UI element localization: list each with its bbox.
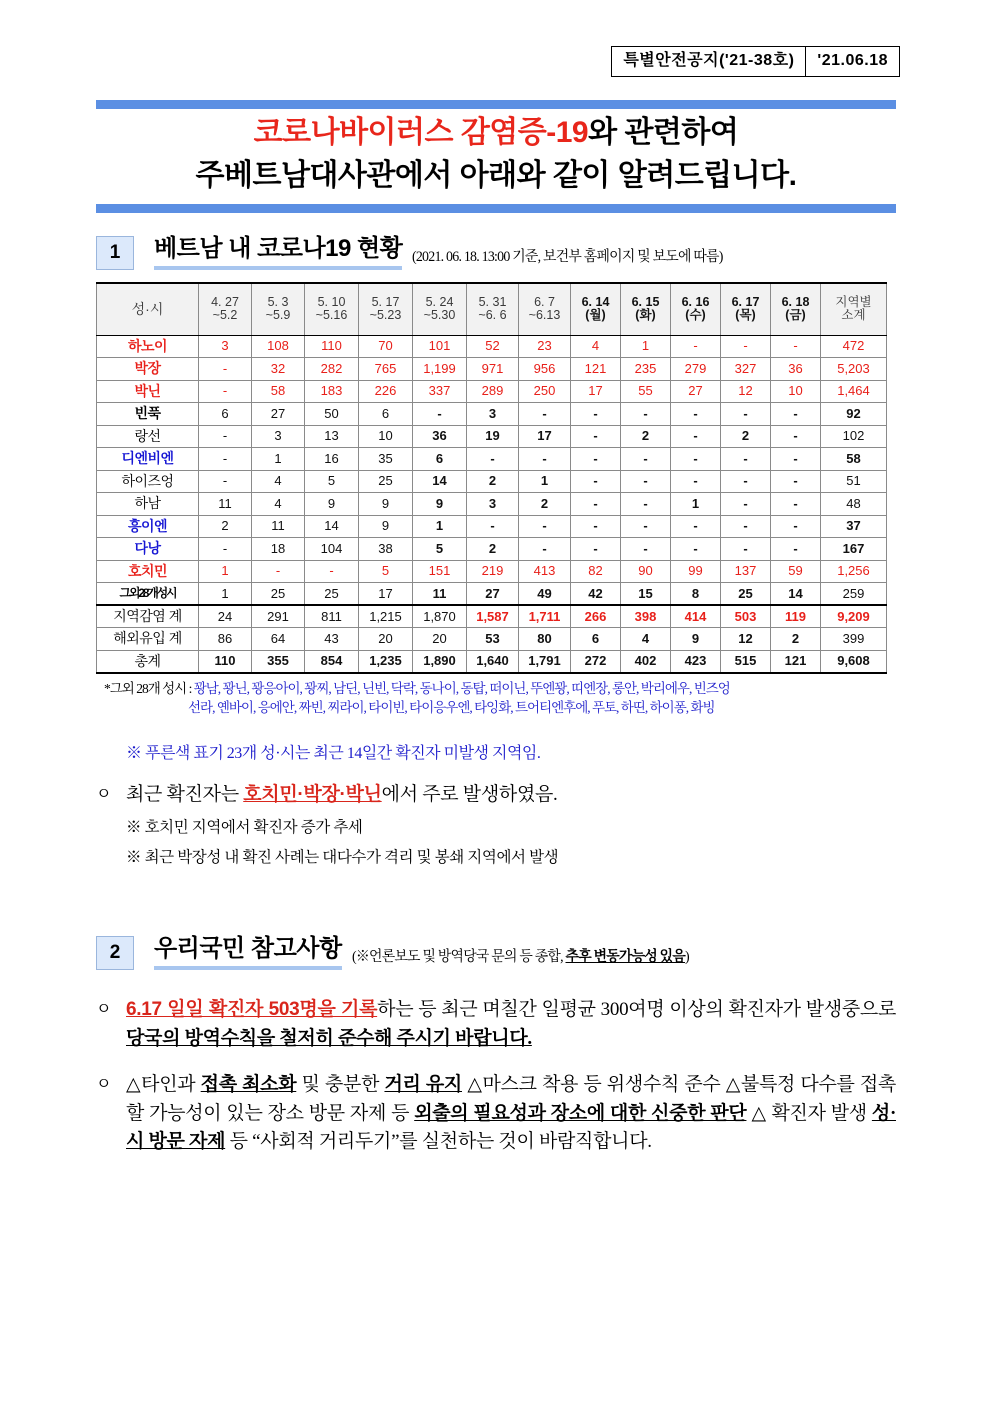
table-cell: 279 — [671, 358, 721, 381]
summary-cell: 4 — [621, 628, 671, 651]
bullet-segment: 하는 등 최근 며칠간 일평균 300여명 이상의 확진자가 발생중으로 — [377, 999, 896, 1020]
table-cell: - — [721, 335, 771, 358]
table-cell: 6 — [359, 403, 413, 426]
table-cell: 2 — [721, 425, 771, 448]
section-1-title: 베트남 내 코로나19 현황 — [154, 228, 402, 270]
bullet-segment: 및 충분한 — [296, 1074, 385, 1095]
summary-cell: 1,890 — [413, 650, 467, 673]
table-row — [97, 515, 887, 538]
table-cell: 14 — [305, 515, 359, 538]
table-cell: 2 — [467, 470, 519, 493]
summary-cell: 20 — [413, 628, 467, 651]
table-cell: - — [199, 380, 252, 403]
bullet-text — [126, 996, 896, 1053]
table-cell: 971 — [467, 358, 519, 381]
section-2-bullet — [96, 996, 896, 1053]
table-cell: - — [671, 538, 721, 561]
summary-cell: 12 — [721, 628, 771, 651]
summary-cell: 1,711 — [519, 605, 571, 628]
table-cell: 25 — [359, 470, 413, 493]
table-col-header-0: 성·시 — [97, 283, 199, 335]
table-cell: 90 — [621, 560, 671, 583]
table-cell: 1 — [519, 470, 571, 493]
table-cell: 32 — [252, 358, 305, 381]
table-col-header-12: 6. 18 (금) — [771, 283, 821, 335]
table-cell: - — [721, 470, 771, 493]
table-col-header-8: 6. 14 (월) — [571, 283, 621, 335]
bullet-segment: △마스크 착용 등 위생수칙 준수 △불특정 다수를 접촉할 가능성이 있는 장소 방문 자제 등 — [126, 1074, 896, 1124]
section-1-note: (2021. 06. 18. 13:00 기준, 보건부 홈페이지 및 보도에 따름) — [412, 249, 723, 265]
row-subtotal: 259 — [821, 583, 887, 606]
row-subtotal: 48 — [821, 493, 887, 516]
table-cell: - — [305, 560, 359, 583]
bullet-segment: 등 “사회적 거리두기”를 실천하는 것이 바람직합니다. — [225, 1131, 652, 1152]
table-cell: 17 — [519, 425, 571, 448]
table-cell: 104 — [305, 538, 359, 561]
summary-cell: 80 — [519, 628, 571, 651]
table-cell: 1 — [671, 493, 721, 516]
table-cell: 23 — [519, 335, 571, 358]
section-2-note — [352, 945, 689, 970]
title-line-1-black: 와 관련하여 — [588, 116, 739, 149]
row-label: 다낭 — [97, 538, 199, 561]
table-cell: - — [771, 335, 821, 358]
table-cell: - — [199, 358, 252, 381]
row-label: 호치민 — [97, 560, 199, 583]
table-cell: 15 — [621, 583, 671, 606]
table-cell: 16 — [305, 448, 359, 471]
table-cell: 42 — [571, 583, 621, 606]
summary-cell: 355 — [252, 650, 305, 673]
table-cell: 2 — [519, 493, 571, 516]
table-cell: - — [771, 470, 821, 493]
table-cell: 3 — [467, 403, 519, 426]
table-cell: - — [621, 538, 671, 561]
bullet-segment: △타인과 — [126, 1074, 201, 1095]
summary-cell: 1,587 — [467, 605, 519, 628]
table-cell: 14 — [413, 470, 467, 493]
table-cell: - — [519, 403, 571, 426]
table-cell: 18 — [252, 538, 305, 561]
table-cell: 5 — [359, 560, 413, 583]
table-cell: 110 — [305, 335, 359, 358]
table-cell: 9 — [359, 515, 413, 538]
table-cell: 1 — [252, 448, 305, 471]
table-cell: - — [199, 470, 252, 493]
bullet-marker: ㅇ — [96, 1001, 112, 1018]
table-cell: 36 — [771, 358, 821, 381]
summary-subtotal: 399 — [821, 628, 887, 651]
row-subtotal: 37 — [821, 515, 887, 538]
table-cell: - — [771, 425, 821, 448]
table-cell: 35 — [359, 448, 413, 471]
table-cell: 17 — [571, 380, 621, 403]
row-subtotal: 472 — [821, 335, 887, 358]
table-cell: - — [571, 425, 621, 448]
section-2-note-pre: (※언론보도 및 방역당국 문의 등 종합, — [351, 949, 566, 965]
table-cell: 2 — [467, 538, 519, 561]
table-cell: 108 — [252, 335, 305, 358]
summary-cell: 121 — [771, 650, 821, 673]
bullet-text-post: 에서 주로 발생하였음. — [381, 783, 558, 805]
table-cell: 50 — [305, 403, 359, 426]
table-cell: - — [621, 515, 671, 538]
table-cell: 219 — [467, 560, 519, 583]
title-line-1-red: 코로나바이러스 감염증-19 — [253, 116, 589, 149]
section-1-number: 1 — [96, 236, 134, 270]
table-cell: - — [671, 515, 721, 538]
section-2-bullet — [96, 1071, 896, 1157]
table-cell: - — [571, 538, 621, 561]
title-rule-top — [96, 100, 896, 109]
table-cell: 82 — [571, 560, 621, 583]
table-col-header-5: 5. 24 ~5.30 — [413, 283, 467, 335]
table-cell: - — [771, 538, 821, 561]
row-label: 하이즈엉 — [97, 470, 199, 493]
section-2-note-post: ) — [684, 949, 689, 965]
section-1-bullet — [96, 781, 896, 810]
table-summary-row — [97, 650, 887, 673]
table-cell: 1 — [199, 560, 252, 583]
table-cell: 6 — [413, 448, 467, 471]
summary-subtotal: 9,608 — [821, 650, 887, 673]
title-line-1 — [96, 112, 896, 155]
notice-id-label: 특별안전공지('21-38호) — [612, 47, 806, 76]
table-cell: 1,199 — [413, 358, 467, 381]
bullet-text — [126, 781, 896, 810]
table-cell: - — [671, 403, 721, 426]
table-cell: - — [621, 448, 671, 471]
table-cell: - — [671, 470, 721, 493]
table-cell: 765 — [359, 358, 413, 381]
table-cell: 14 — [771, 583, 821, 606]
table-cell: - — [571, 448, 621, 471]
section-2-title: 우리국민 참고사항 — [154, 928, 342, 970]
table-summary-row — [97, 628, 887, 651]
table-col-header-4: 5. 17 ~5.23 — [359, 283, 413, 335]
summary-cell: 414 — [671, 605, 721, 628]
table-cell: 25 — [305, 583, 359, 606]
table-cell: - — [771, 403, 821, 426]
row-subtotal: 58 — [821, 448, 887, 471]
table-cell: 3 — [199, 335, 252, 358]
summary-cell: 6 — [571, 628, 621, 651]
summary-cell: 402 — [621, 650, 671, 673]
table-cell: 13 — [305, 425, 359, 448]
table-cell: 1 — [621, 335, 671, 358]
table-cell: - — [519, 515, 571, 538]
summary-cell: 291 — [252, 605, 305, 628]
table-col-header-6: 5. 31 ~6. 6 — [467, 283, 519, 335]
bullet-segment: 외출의 필요성과 장소에 대한 신중한 판단 — [414, 1102, 747, 1124]
table-cell: 5 — [305, 470, 359, 493]
table-cell: 151 — [413, 560, 467, 583]
table-cell: - — [621, 493, 671, 516]
table-cell: 413 — [519, 560, 571, 583]
bullet-marker: ㅇ — [96, 1076, 112, 1093]
table-cell: 3 — [252, 425, 305, 448]
table-row — [97, 448, 887, 471]
summary-cell: 119 — [771, 605, 821, 628]
summary-cell: 1,870 — [413, 605, 467, 628]
table-cell: - — [467, 515, 519, 538]
title-line-2: 주베트남대사관에서 아래와 같이 알려드립니다. — [195, 158, 797, 192]
table-cell: - — [199, 538, 252, 561]
table-cell: 3 — [467, 493, 519, 516]
footnote-lead: *그외 28개 성시 : — [104, 680, 194, 696]
table-row — [97, 380, 887, 403]
table-cell: - — [771, 493, 821, 516]
bullet-text-pre: 최근 확진자는 — [126, 783, 244, 805]
table-cell: 49 — [519, 583, 571, 606]
summary-cell: 20 — [359, 628, 413, 651]
table-col-header-13: 지역별 소계 — [821, 283, 887, 335]
summary-cell: 9 — [671, 628, 721, 651]
table-cell: 12 — [721, 380, 771, 403]
table-cell: 36 — [413, 425, 467, 448]
table-header-row — [97, 283, 887, 335]
table-cell: - — [721, 538, 771, 561]
table-cell: 11 — [252, 515, 305, 538]
section-1 — [96, 228, 896, 870]
table-summary-row — [97, 605, 887, 628]
table-cell: - — [413, 403, 467, 426]
summary-subtotal: 9,209 — [821, 605, 887, 628]
section-2-number: 2 — [96, 936, 134, 970]
footnote-province-list-2: 선라, 옌바이, 응에안, 짜빈, 찌라이, 타이빈, 타이응우엔, 타잉화, 트어티엔후에, 푸토, 하띤, 하이퐁, 화빙 — [188, 700, 715, 716]
summary-cell: 64 — [252, 628, 305, 651]
row-subtotal: 102 — [821, 425, 887, 448]
table-cell: 17 — [359, 583, 413, 606]
table-cell: - — [721, 493, 771, 516]
table-body-summary — [97, 605, 887, 673]
table-cell: 1 — [413, 515, 467, 538]
covid-status-table — [96, 282, 887, 674]
bullet-highlight-regions: 호치민·박장·박닌 — [243, 783, 382, 805]
summary-cell: 24 — [199, 605, 252, 628]
table-cell: - — [621, 470, 671, 493]
table-cell: 8 — [671, 583, 721, 606]
table-cell: - — [621, 403, 671, 426]
table-cell: 27 — [467, 583, 519, 606]
row-subtotal: 1,256 — [821, 560, 887, 583]
sub-note-1: ※ 호치민 지역에서 확진자 증가 추세 — [126, 819, 363, 837]
sub-note-2: ※ 최근 박장성 내 확진 사례는 대다수가 격리 및 봉쇄 지역에서 발생 — [126, 849, 559, 867]
table-cell: - — [519, 448, 571, 471]
table-cell: 956 — [519, 358, 571, 381]
bullet-segment: 접촉 최소화 — [200, 1074, 297, 1095]
table-cell: 282 — [305, 358, 359, 381]
table-row — [97, 538, 887, 561]
table-cell: 52 — [467, 335, 519, 358]
table-cell: - — [199, 425, 252, 448]
row-subtotal: 1,464 — [821, 380, 887, 403]
table-cell: 58 — [252, 380, 305, 403]
section-2-bullet-list — [96, 996, 896, 1157]
summary-row-label: 지역감염 계 — [97, 605, 199, 628]
row-label: 디엔비엔 — [97, 448, 199, 471]
row-subtotal: 5,203 — [821, 358, 887, 381]
table-cell: 2 — [621, 425, 671, 448]
table-cell: 27 — [252, 403, 305, 426]
bullet-text — [126, 1071, 896, 1157]
bullet-segment: 당국의 방역수칙을 철저히 준수해 주시기 바랍니다. — [126, 1027, 532, 1049]
table-cell: - — [671, 335, 721, 358]
table-cell: 10 — [771, 380, 821, 403]
summary-cell: 423 — [671, 650, 721, 673]
row-label: 빈푹 — [97, 403, 199, 426]
section-2 — [96, 928, 896, 1157]
table-cell: 2 — [199, 515, 252, 538]
summary-cell: 110 — [199, 650, 252, 673]
summary-cell: 1,215 — [359, 605, 413, 628]
table-cell: 9 — [305, 493, 359, 516]
table-cell: 226 — [359, 380, 413, 403]
table-cell: 121 — [571, 358, 621, 381]
section-1-heading — [96, 228, 896, 270]
row-label: 박닌 — [97, 380, 199, 403]
table-cell: 4 — [252, 493, 305, 516]
table-row — [97, 425, 887, 448]
table-cell: 59 — [771, 560, 821, 583]
document-header-stamp — [611, 46, 900, 77]
bullet-segment: △ 확진자 발생 — [746, 1102, 872, 1124]
blue-marking-note: ※ 푸른색 표기 23개 성·시는 최근 14일간 확진자 미발생 지역임. — [126, 744, 541, 762]
table-row — [97, 583, 887, 606]
table-col-header-9: 6. 15 (화) — [621, 283, 671, 335]
table-cell: 9 — [413, 493, 467, 516]
table-cell: 11 — [413, 583, 467, 606]
table-col-header-2: 5. 3 ~5.9 — [252, 283, 305, 335]
summary-cell: 854 — [305, 650, 359, 673]
summary-cell: 503 — [721, 605, 771, 628]
table-cell: 11 — [199, 493, 252, 516]
row-label: 박장 — [97, 358, 199, 381]
table-cell: - — [771, 515, 821, 538]
table-cell: 4 — [571, 335, 621, 358]
summary-cell: 86 — [199, 628, 252, 651]
summary-cell: 272 — [571, 650, 621, 673]
summary-cell: 398 — [621, 605, 671, 628]
bullet-marker: ㅇ — [96, 785, 112, 803]
table-cell: 70 — [359, 335, 413, 358]
row-label: 하노이 — [97, 335, 199, 358]
table-cell: - — [571, 470, 621, 493]
table-col-header-10: 6. 16 (수) — [671, 283, 721, 335]
row-subtotal: 51 — [821, 470, 887, 493]
table-cell: - — [721, 448, 771, 471]
section-2-heading — [96, 928, 896, 970]
table-cell: - — [671, 448, 721, 471]
bullet-segment: 거리 유지 — [384, 1074, 462, 1095]
row-label: 흥이엔 — [97, 515, 199, 538]
table-cell: 10 — [359, 425, 413, 448]
table-row — [97, 358, 887, 381]
summary-cell: 53 — [467, 628, 519, 651]
table-cell: - — [571, 493, 621, 516]
table-cell: 101 — [413, 335, 467, 358]
table-cell: - — [467, 448, 519, 471]
bullet-segment: 성·시 방문 자제 — [126, 1102, 896, 1152]
table-cell: 55 — [621, 380, 671, 403]
footnote-other-provinces — [96, 679, 896, 718]
table-cell: 5 — [413, 538, 467, 561]
table-cell: - — [671, 425, 721, 448]
table-cell: 235 — [621, 358, 671, 381]
table-col-header-11: 6. 17 (목) — [721, 283, 771, 335]
table-row — [97, 470, 887, 493]
table-cell: 38 — [359, 538, 413, 561]
table-cell: - — [199, 448, 252, 471]
row-subtotal: 167 — [821, 538, 887, 561]
notice-date-label: '21.06.18 — [817, 52, 888, 69]
table-row — [97, 560, 887, 583]
table-cell: 250 — [519, 380, 571, 403]
row-label: 하남 — [97, 493, 199, 516]
table-cell: - — [252, 560, 305, 583]
table-col-header-7: 6. 7 ~6.13 — [519, 283, 571, 335]
table-cell: 327 — [721, 358, 771, 381]
table-cell: 4 — [252, 470, 305, 493]
summary-cell: 1,640 — [467, 650, 519, 673]
row-subtotal: 92 — [821, 403, 887, 426]
table-body-provinces — [97, 335, 887, 605]
table-cell: - — [519, 538, 571, 561]
table-col-header-3: 5. 10 ~5.16 — [305, 283, 359, 335]
table-cell: - — [721, 403, 771, 426]
title-rule-bottom — [96, 204, 896, 213]
table-cell: 183 — [305, 380, 359, 403]
table-row — [97, 403, 887, 426]
row-label: 그외28개성시 — [97, 583, 199, 606]
footnote-province-list-1: 꽝남, 꽝닌, 꽝응아이, 꽝찌, 남딘, 닌빈, 닥락, 동나이, 동탑, 떠이닌, 뚜엔꽝, 띠엔장, 롱안, 박리에우, 빈즈엉 — [193, 680, 730, 696]
table-row — [97, 335, 887, 358]
table-cell: 25 — [721, 583, 771, 606]
summary-cell: 266 — [571, 605, 621, 628]
table-header — [97, 283, 887, 335]
summary-cell: 43 — [305, 628, 359, 651]
table-col-header-1: 4. 27 ~5.2 — [199, 283, 252, 335]
table-cell: - — [771, 448, 821, 471]
table-cell: 289 — [467, 380, 519, 403]
summary-cell: 1,791 — [519, 650, 571, 673]
table-cell: 1 — [199, 583, 252, 606]
table-cell: 6 — [199, 403, 252, 426]
table-cell: 9 — [359, 493, 413, 516]
table-cell: 337 — [413, 380, 467, 403]
table-cell: - — [571, 515, 621, 538]
summary-cell: 1,235 — [359, 650, 413, 673]
table-cell: 27 — [671, 380, 721, 403]
table-cell: - — [571, 403, 621, 426]
summary-cell: 515 — [721, 650, 771, 673]
bullet-segment: 6.17 일일 확진자 503명을 기록 — [126, 999, 378, 1020]
table-cell: 19 — [467, 425, 519, 448]
row-label: 랑선 — [97, 425, 199, 448]
table-cell: 137 — [721, 560, 771, 583]
table-row — [97, 493, 887, 516]
summary-cell: 811 — [305, 605, 359, 628]
page-title — [96, 112, 896, 197]
table-cell: 99 — [671, 560, 721, 583]
table-cell: 25 — [252, 583, 305, 606]
summary-cell: 2 — [771, 628, 821, 651]
summary-row-label: 해외유입 계 — [97, 628, 199, 651]
summary-row-label: 총계 — [97, 650, 199, 673]
section-2-note-underline: 추후 변동가능성 있음 — [565, 949, 685, 965]
table-cell: - — [721, 515, 771, 538]
